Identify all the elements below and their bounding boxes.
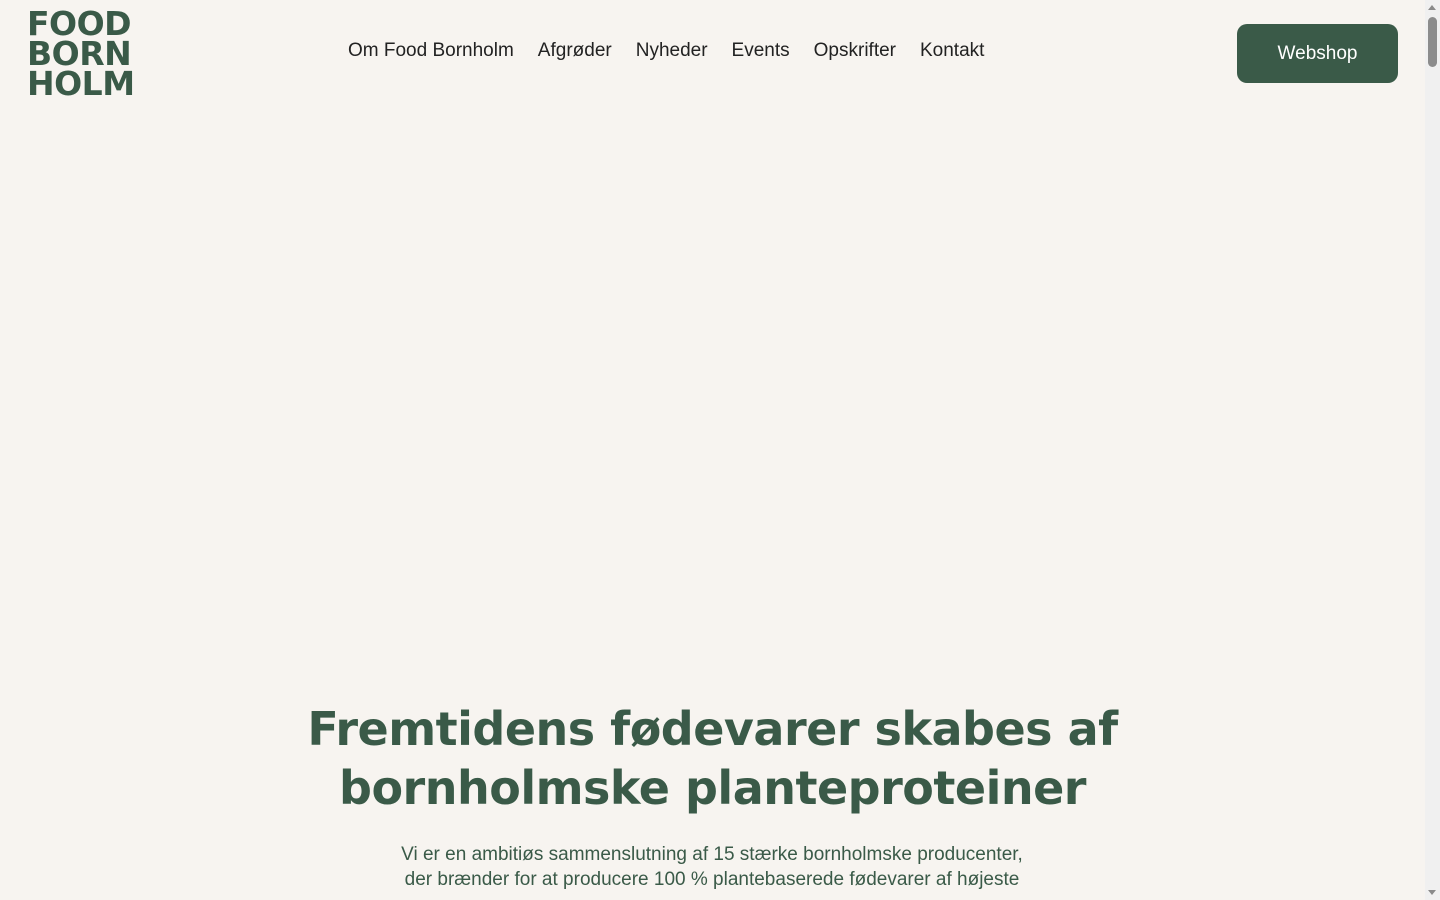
scroll-up-arrow-icon[interactable] [1428,5,1436,10]
logo-line-3: HOLM [27,64,135,103]
scroll-down-arrow-icon[interactable] [1428,890,1436,895]
scrollbar-thumb[interactable] [1428,17,1437,67]
webshop-button[interactable]: Webshop [1237,24,1398,83]
nav-item-events[interactable]: Events [731,40,790,61]
nav-item-nyheder[interactable]: Nyheder [635,40,708,61]
nav-item-om-food-bornholm[interactable]: Om Food Bornholm [348,40,514,61]
nav-item-kontakt[interactable]: Kontakt [920,40,985,61]
hero-title [260,700,1165,818]
hero-title-line-2: bornholmske planteproteiner [339,761,1086,815]
hero-text-line-2: der brænder for at producere 100 % plantebaserede fødevarer af højeste [404,869,1020,890]
food-bornholm-logo[interactable] [27,4,135,103]
hero-text [362,842,1062,892]
hero-text-line-1: Vi er en ambitiøs sammenslutning af 15 stærke bornholmske producenter, [401,844,1023,865]
vertical-scrollbar[interactable] [1425,0,1440,900]
nav-item-opskrifter[interactable]: Opskrifter [813,40,896,61]
logo-line-2: BORN [27,34,132,73]
hero-title-line-1: Fremtidens fødevarer skabes af [307,702,1118,756]
nav-item-afgroder[interactable]: Afgrøder [537,40,612,61]
main-navigation [348,40,984,62]
logo-line-1: FOOD [27,4,132,43]
